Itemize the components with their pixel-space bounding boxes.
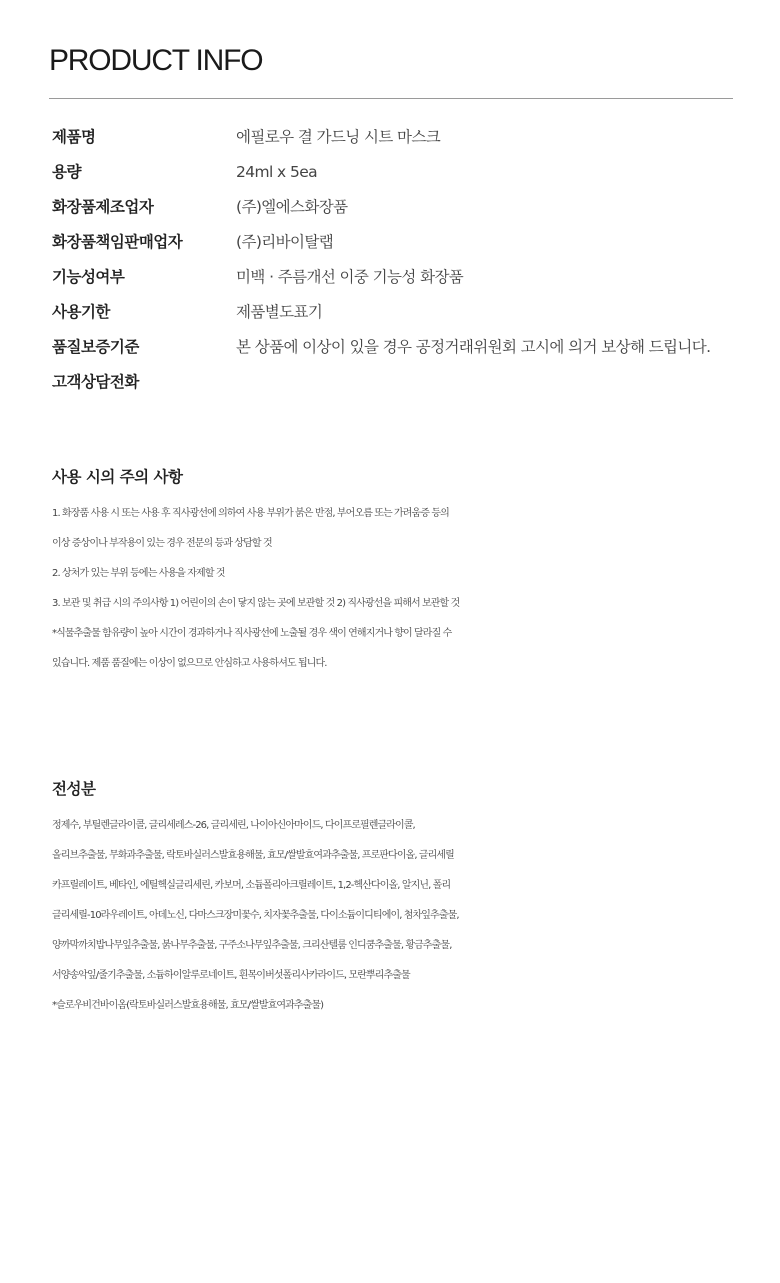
ingredients-line: *슬로우비건바이옴(락토바실러스발효용해물, 효모/쌀발효여과추출물) [52, 1000, 324, 1011]
title-divider [49, 98, 733, 99]
page-title: PRODUCT INFO [49, 44, 263, 77]
ingredients-line: 글리세릴-10라우레이트, 아데노신, 다마스크장미꽃수, 치자꽃추출물, 다이소듐이디티에이, 첨차잎추출물, [52, 910, 459, 921]
caution-line: 있습니다. 제품 품질에는 이상이 없으므로 안심하고 사용하셔도 됩니다. [52, 658, 327, 669]
caution-text [52, 499, 752, 679]
ingredients-line: 정제수, 부틸렌글라이콜, 글리세레스-26, 글리세린, 나이아신아마이드, 다이프로필렌글라이콜, [52, 820, 415, 831]
info-row-expiry [52, 295, 752, 330]
info-value: 제품별도표기 [236, 303, 323, 321]
caution-line: 2. 상처가 있는 부위 등에는 사용을 자제할 것 [52, 568, 225, 579]
ingredients-line: 카프릴레이트, 베타인, 에틸헥실글리세린, 카보머, 소듐폴리아크릴레이트, 1,2-헥산다이올, 알지닌, 폴리 [52, 880, 451, 891]
info-value: 본 상품에 이상이 있을 경우 공정거래위원회 고시에 의거 보상해 드립니다. [236, 338, 711, 356]
info-value: (주)엘에스화장품 [236, 198, 348, 216]
info-row-functional [52, 260, 752, 295]
ingredients-line: 올리브추출물, 무화과추출물, 락토바실러스발효용해물, 효모/쌀발효여과추출물, 프로판다이올, 글리세릴 [52, 850, 454, 861]
caution-line: 이상 증상이나 부작용이 있는 경우 전문의 등과 상담할 것 [52, 538, 272, 549]
info-label: 품질보증기준 [52, 338, 139, 356]
info-value: 24ml x 5ea [236, 163, 318, 181]
ingredients-text [52, 811, 752, 1021]
ingredients-line: 서양송악잎/줄기추출물, 소듐하이알루로네이트, 흰목이버섯폴리사카라이드, 모란뿌리추출물 [52, 970, 410, 981]
info-label: 제품명 [52, 128, 96, 146]
info-row-distributor [52, 225, 752, 260]
info-value: 미백 · 주름개선 이중 기능성 화장품 [236, 268, 464, 286]
caution-line: 1. 화장품 사용 시 또는 사용 후 직사광선에 의하여 사용 부위가 붉은 반점, 부어오름 또는 가려움증 등의 [52, 508, 449, 519]
caution-line: *식물추출물 함유량이 높아 시간이 경과하거나 직사광선에 노출될 경우 색이 연해지거나 향이 달라질 수 [52, 628, 452, 639]
caution-section [52, 467, 752, 679]
info-label: 용량 [52, 163, 81, 181]
info-label: 화장품책임판매업자 [52, 233, 183, 251]
ingredients-line: 양까막까치밥나무잎추출물, 붉나무추출물, 구주소나무잎추출물, 크리산텔룸 인디쿰추출물, 황금추출물, [52, 940, 452, 951]
info-label: 기능성여부 [52, 268, 125, 286]
info-row-quality-guarantee [52, 330, 752, 365]
caution-heading: 사용 시의 주의 사항 [52, 468, 183, 486]
info-label: 고객상담전화 [52, 373, 139, 391]
info-label: 사용기한 [52, 303, 110, 321]
info-row-product-name [52, 120, 752, 155]
info-row-volume [52, 155, 752, 190]
ingredients-section [52, 779, 752, 1021]
info-value: 에필로우 결 가드닝 시트 마스크 [236, 128, 441, 146]
info-value: (주)리바이탈랩 [236, 233, 334, 251]
info-row-customer-service [52, 365, 752, 400]
info-label: 화장품제조업자 [52, 198, 154, 216]
caution-line: 3. 보관 및 취급 시의 주의사항 1) 어린이의 손이 닿지 않는 곳에 보관할 것 2) 직사광선을 피해서 보관할 것 [52, 598, 460, 609]
info-row-manufacturer [52, 190, 752, 225]
ingredients-heading: 전성분 [52, 780, 96, 798]
product-info-table [52, 120, 752, 400]
